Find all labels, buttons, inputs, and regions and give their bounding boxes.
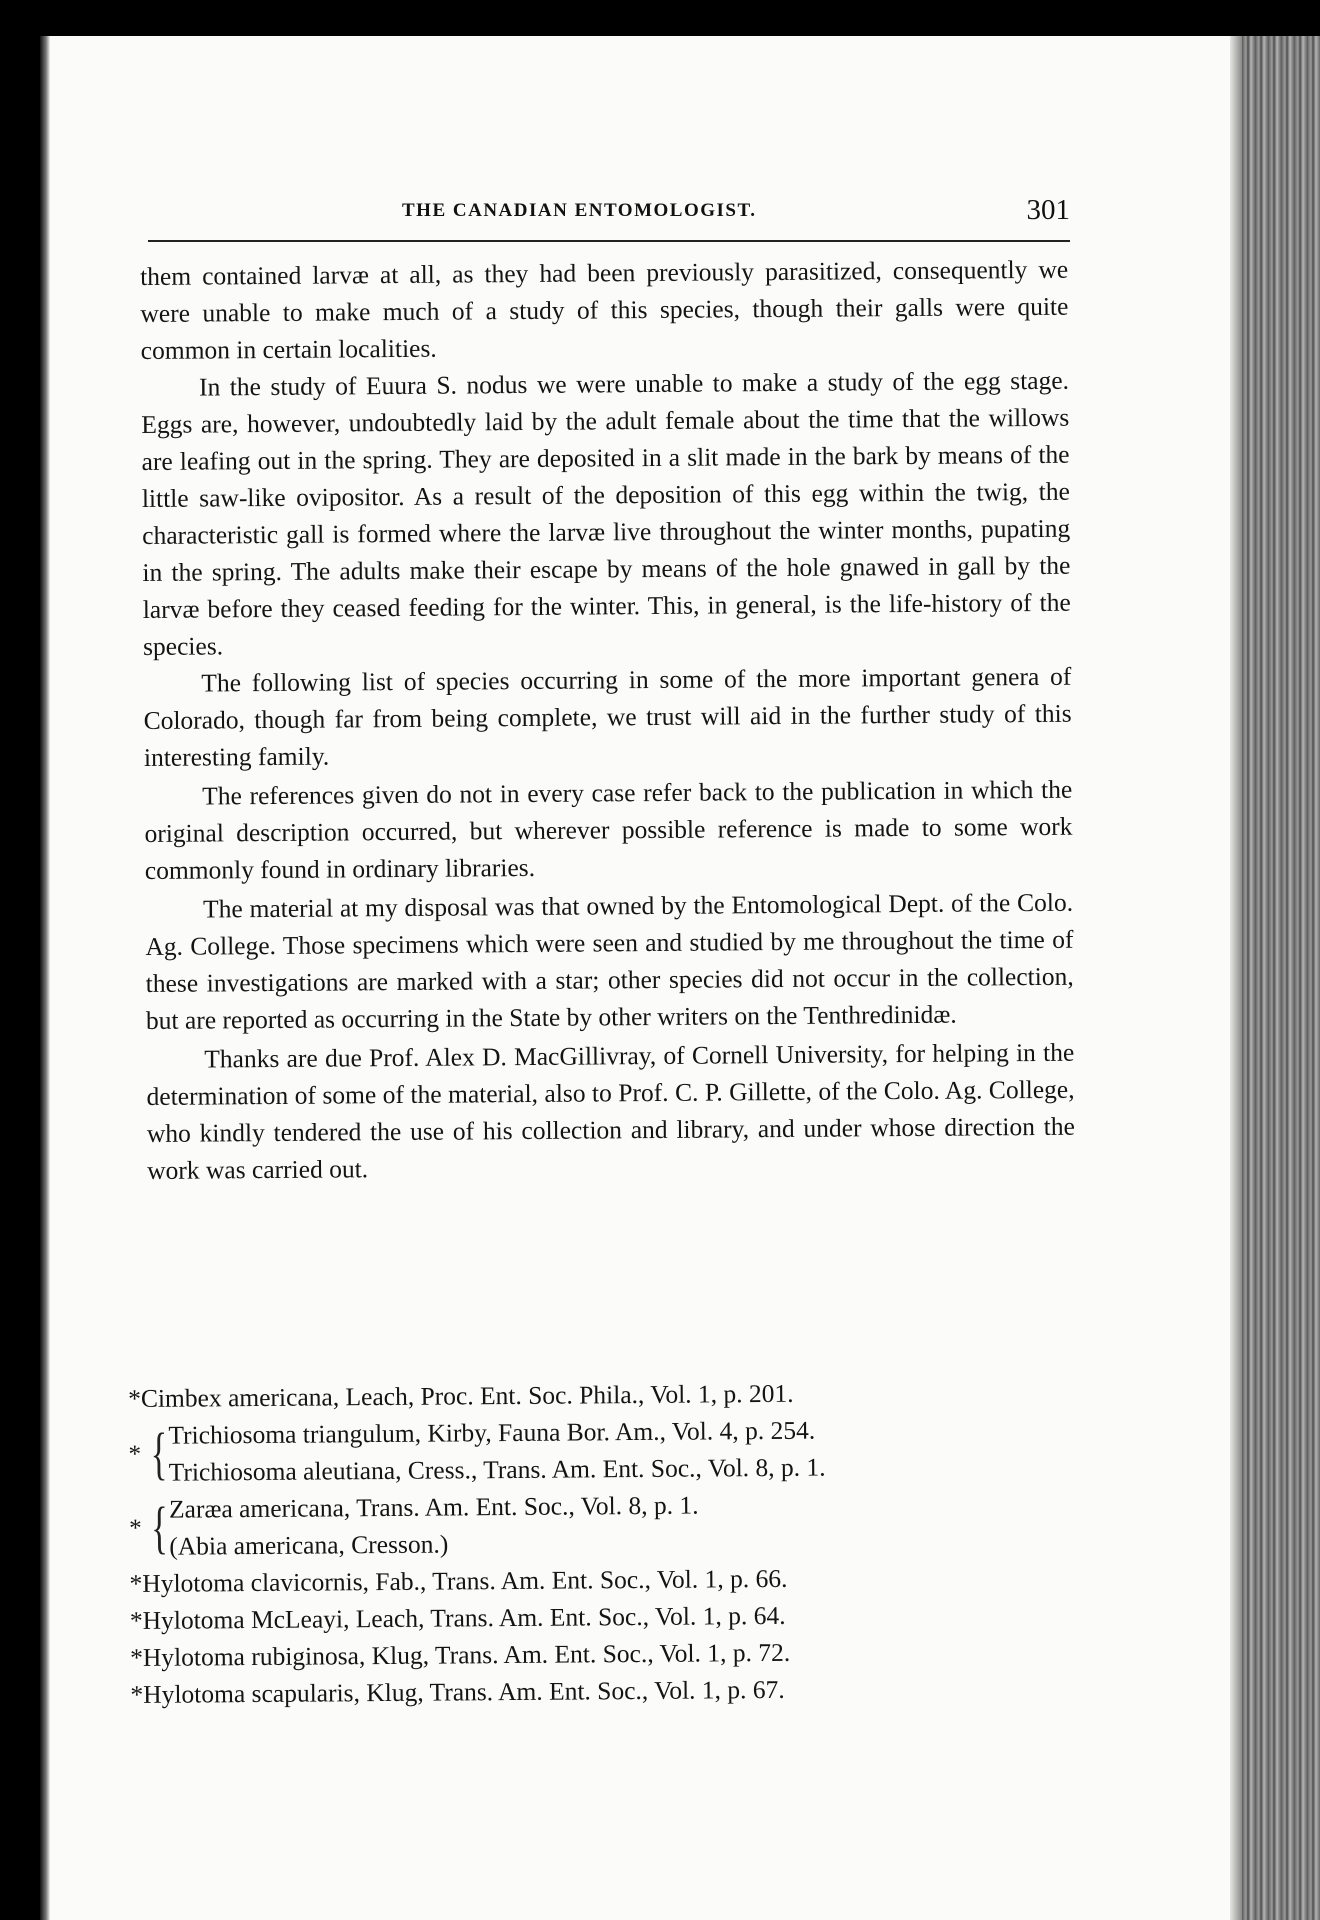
brace-icon: { bbox=[150, 1494, 169, 1560]
species-entry: *Hylotoma clavicornis, Fab., Trans. Am. Ent. Soc., Vol. 1, p. 66. bbox=[129, 1563, 788, 1598]
paragraph: The following list of species occurring in some of the more important genera of Colorado, though far from being complete, we trust will aid in the further study of this interesting family. bbox=[143, 661, 1072, 772]
paragraph: The material at my disposal was that owned by the Entomological Dept. of the Colo. Ag. College. Those specimens which were seen and studied by me throughout the time of these investigations are marked with a star; other species did not occur in the collection, but are reported as occurring in the State by other writers on the Tenthredinidæ. bbox=[145, 887, 1074, 1035]
species-group-trichiosoma bbox=[128, 1410, 1069, 1491]
page-gutter-shadow bbox=[1230, 36, 1242, 1920]
paragraph: The references given do not in every case refer back to the publication in which the original description occurred, but wherever possible reference is made to some work commonly found in ordinary libraries. bbox=[144, 774, 1073, 885]
species-entry: *Hylotoma scapularis, Klug, Trans. Am. Ent. Soc., Vol. 1, p. 67. bbox=[130, 1674, 785, 1709]
species-entry: *Hylotoma rubiginosa, Klug, Trans. Am. Ent. Soc., Vol. 1, p. 72. bbox=[130, 1637, 791, 1672]
species-entry: *Cimbex americana, Leach, Proc. Ent. Soc. Phila., Vol. 1, p. 201. bbox=[128, 1378, 794, 1413]
species-entry: Trichiosoma triangulum, Kirby, Fauna Bor. Am., Vol. 4, p. 254. bbox=[168, 1415, 816, 1450]
page-number: 301 bbox=[1026, 194, 1070, 226]
paragraph: Thanks are due Prof. Alex D. MacGillivray, of Cornell University, for helping in the determination of some of the material, also to Prof. C. P. Gillette, of the Colo. Ag. College, who kindly tendered the use of his collection and library, and under whose direction the work was carried out. bbox=[146, 1037, 1075, 1185]
star-marker: * bbox=[129, 1514, 142, 1542]
species-entry: Trichiosoma aleutiana, Cress., Trans. Am. Ent. Soc., Vol. 8, p. 1. bbox=[168, 1452, 826, 1487]
star-marker: * bbox=[128, 1440, 142, 1468]
species-entry: (Abia americana, Cresson.) bbox=[169, 1529, 449, 1561]
page-header bbox=[140, 194, 1070, 238]
header-rule bbox=[148, 240, 1070, 242]
book-page-stack-edge bbox=[1230, 36, 1320, 1920]
paragraph: In the study of Euura S. nodus we were unable to make a study of the egg stage. Eggs are, however, undoubtedly laid by the adult female about the time that the willows are leafing out in the spring. They are deposited in a slit made in the bark by means of the little saw-like ovipositor. As a result of the deposition of this egg within the twig, the characteristic gall is formed where the larvæ live throughout the winter months, pupating in the spring. The adults make their escape by means of the hole gnawed in gall by the larvæ before they ceased feeding for the winter. This, in general, is the life-history of the species. bbox=[141, 365, 1071, 661]
page-edge-left bbox=[40, 36, 50, 1920]
brace-icon: { bbox=[150, 1420, 168, 1486]
species-group-zaraea bbox=[129, 1484, 1070, 1565]
running-head: THE CANADIAN ENTOMOLOGIST. bbox=[402, 200, 757, 221]
species-entry: *Hylotoma McLeayi, Leach, Trans. Am. Ent. Soc., Vol. 1, p. 64. bbox=[129, 1600, 786, 1635]
scan-border-top bbox=[0, 0, 1320, 36]
paragraph: them contained larvæ at all, as they had been previously parasitized, consequently we were unable to make much of a study of this species, though their galls were quite common in certain localities. bbox=[140, 254, 1069, 365]
species-list bbox=[128, 1373, 1071, 1713]
species-entry: Zaræa americana, Trans. Am. Ent. Soc., Vol. 8, p. 1. bbox=[168, 1490, 699, 1524]
body-text bbox=[140, 251, 1075, 1189]
